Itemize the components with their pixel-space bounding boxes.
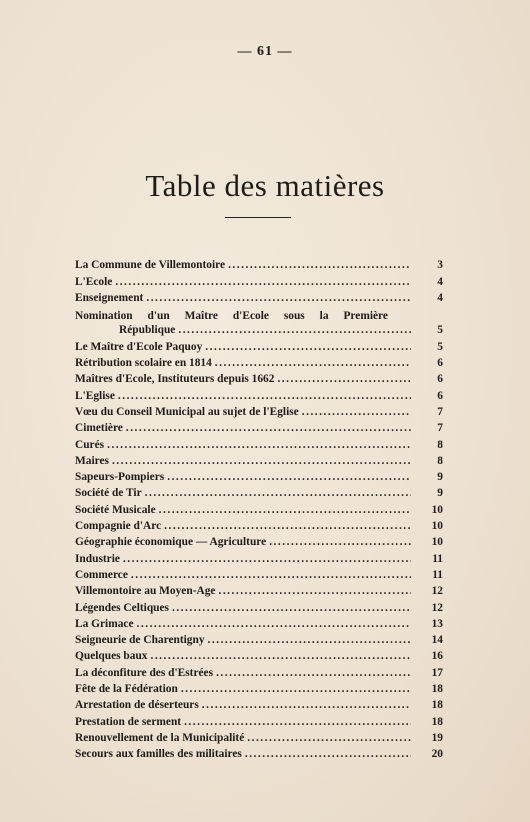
toc-entry — [75, 256, 443, 272]
toc-entry-label: Compagnie d'Arc — [75, 520, 162, 533]
toc-entry-page: 6 — [437, 357, 443, 370]
toc-entry-page: 12 — [431, 585, 443, 598]
toc-entry — [75, 680, 443, 696]
toc-entry — [75, 272, 443, 288]
toc-entry-page: 12 — [431, 601, 443, 614]
dot-leader — [247, 731, 411, 745]
dot-leader — [202, 698, 411, 712]
toc-entry-page: 16 — [431, 650, 443, 663]
dot-leader — [172, 601, 411, 615]
toc-entry-page: 10 — [431, 503, 443, 516]
toc-entry-page: 14 — [431, 634, 443, 647]
toc-entry-label: Prestation de serment — [75, 715, 182, 728]
toc-entry-word: Maître — [184, 310, 218, 323]
toc-entry-page: 5 — [437, 324, 443, 337]
toc-entry-page: 13 — [431, 617, 443, 630]
toc-entry-label: Commerce — [75, 568, 128, 581]
toc-entry-label: Arrestation de déserteurs — [75, 699, 199, 712]
toc-entry-page: 7 — [437, 422, 443, 435]
toc-entry-label: Cimetière — [75, 422, 123, 435]
toc-entry-label: Société de Tir — [75, 487, 142, 500]
dot-leader — [123, 552, 411, 566]
toc-entry — [75, 419, 443, 435]
toc-entry — [75, 484, 443, 500]
toc-entry — [75, 598, 443, 614]
toc-entry-label: La Grimace — [75, 617, 134, 630]
dot-leader — [215, 356, 411, 370]
toc-entry-page: 4 — [437, 275, 443, 288]
toc-entry-label: La Commune de Villemontoire — [75, 259, 226, 272]
dot-leader — [228, 258, 411, 272]
toc-entry-label: Légendes Celtiques — [75, 601, 169, 614]
toc-entry — [75, 745, 443, 761]
toc-entry — [75, 386, 443, 402]
toc-entry-label: Société Musicale — [75, 503, 156, 516]
toc-entry-label: Fête de la Fédération — [75, 683, 178, 696]
toc-entry — [75, 500, 443, 516]
toc-entry — [75, 582, 443, 598]
dot-leader — [107, 438, 411, 452]
dot-leader — [146, 291, 411, 305]
toc-entry-label: Enseignement — [75, 291, 144, 304]
toc-entry-page: 10 — [431, 536, 443, 549]
toc-entry-page: 3 — [437, 259, 443, 272]
dot-leader — [302, 405, 411, 419]
toc-entry-word: d'Ecole — [232, 310, 269, 323]
toc-entry — [75, 305, 443, 338]
toc-entry-word: Nomination — [75, 310, 133, 323]
toc-entry-word: la — [319, 310, 329, 323]
toc-entry-page: 19 — [431, 731, 443, 744]
toc-entry-word: Première — [343, 310, 388, 323]
dot-leader — [115, 275, 411, 289]
toc-entry — [75, 729, 443, 745]
dot-leader — [159, 503, 411, 517]
toc-entry-label: L'Eglise — [75, 389, 115, 402]
dot-leader — [112, 454, 411, 468]
dot-leader — [208, 633, 411, 647]
page-number: — 61 — — [237, 44, 293, 59]
toc-entry — [75, 631, 443, 647]
toc-entry-page: 8 — [437, 438, 443, 451]
toc-entry-label: Vœu du Conseil Municipal au sujet de l'Eglise — [75, 405, 299, 418]
dot-leader — [178, 323, 411, 337]
toc-entry-page: 18 — [431, 683, 443, 696]
dot-leader — [126, 421, 411, 435]
toc-entry — [75, 337, 443, 353]
toc-entry-label: Industrie — [75, 552, 120, 565]
toc-entry-page: 18 — [431, 699, 443, 712]
toc-entry-page: 6 — [437, 373, 443, 386]
toc-entry-label: Sapeurs-Pompiers — [75, 471, 165, 484]
dot-leader — [218, 584, 411, 598]
toc-entry — [75, 370, 443, 386]
page-title: Table des matières — [145, 168, 385, 203]
toc-entry-label-continued: République — [119, 324, 176, 337]
toc-entry — [75, 615, 443, 631]
toc-entry — [75, 403, 443, 419]
toc-entry-page: 20 — [431, 748, 443, 761]
toc-entry — [75, 712, 443, 728]
toc-entry-word: sous — [283, 310, 305, 323]
toc-entry-page: 11 — [432, 552, 443, 565]
toc-entry-page: 9 — [437, 487, 443, 500]
toc-entry — [75, 533, 443, 549]
toc-entry-label: Secours aux familles des militaires — [75, 748, 242, 761]
toc-entry — [75, 354, 443, 370]
toc-entry — [75, 452, 443, 468]
toc-entry-page: 9 — [437, 471, 443, 484]
dot-leader — [205, 340, 411, 354]
dot-leader — [131, 568, 411, 582]
toc-entry — [75, 696, 443, 712]
dot-leader — [118, 389, 411, 403]
dot-leader — [216, 666, 411, 680]
dot-leader — [145, 486, 411, 500]
title-divider — [225, 217, 291, 218]
toc-entry-label: Géographie économique — Agriculture — [75, 536, 267, 549]
toc-entry — [75, 566, 443, 582]
toc-entry-label: Renouvellement de la Municipalité — [75, 731, 245, 744]
toc-entry — [75, 517, 443, 533]
dot-leader — [181, 682, 411, 696]
toc-entry-label: Maires — [75, 454, 109, 467]
dot-leader — [167, 470, 411, 484]
toc-entry-label — [75, 309, 443, 323]
toc-entry — [75, 468, 443, 484]
toc-entry-label: Villemontoire au Moyen-Age — [75, 585, 216, 598]
toc-entry-label: Rétribution scolaire en 1814 — [75, 357, 212, 370]
toc-entry — [75, 289, 443, 305]
dot-leader — [184, 715, 411, 729]
toc-entry-label: Maîtres d'Ecole, Instituteurs depuis 1662 — [75, 373, 275, 386]
toc-entry-page: 4 — [437, 291, 443, 304]
toc-entry-page: 7 — [437, 405, 443, 418]
toc-entry-label: Quelques baux — [75, 650, 148, 663]
toc-entry-page: 17 — [431, 666, 443, 679]
toc-entry-page: 5 — [437, 340, 443, 353]
dot-leader — [150, 649, 411, 663]
toc-entry-word: d'un — [147, 310, 170, 323]
dot-leader — [137, 617, 411, 631]
toc-entry-page: 8 — [437, 454, 443, 467]
toc-entry — [75, 647, 443, 663]
toc-entry-page: 11 — [432, 568, 443, 581]
table-of-contents — [75, 256, 443, 761]
dot-leader — [245, 747, 411, 761]
toc-entry — [75, 549, 443, 565]
toc-entry — [75, 435, 443, 451]
dot-leader — [277, 372, 411, 386]
toc-entry-label: La déconfiture des d'Estrées — [75, 666, 214, 679]
dot-leader — [269, 535, 411, 549]
toc-entry-label: Le Maître d'Ecole Paquoy — [75, 340, 203, 353]
toc-entry-label: Curés — [75, 438, 105, 451]
dot-leader — [164, 519, 411, 533]
toc-entry — [75, 663, 443, 679]
toc-entry-label: Seigneurie de Charentigny — [75, 634, 205, 647]
toc-entry-label: L'Ecole — [75, 275, 113, 288]
toc-entry-page: 6 — [437, 389, 443, 402]
toc-entry-page: 10 — [431, 520, 443, 533]
toc-entry-page: 18 — [431, 715, 443, 728]
